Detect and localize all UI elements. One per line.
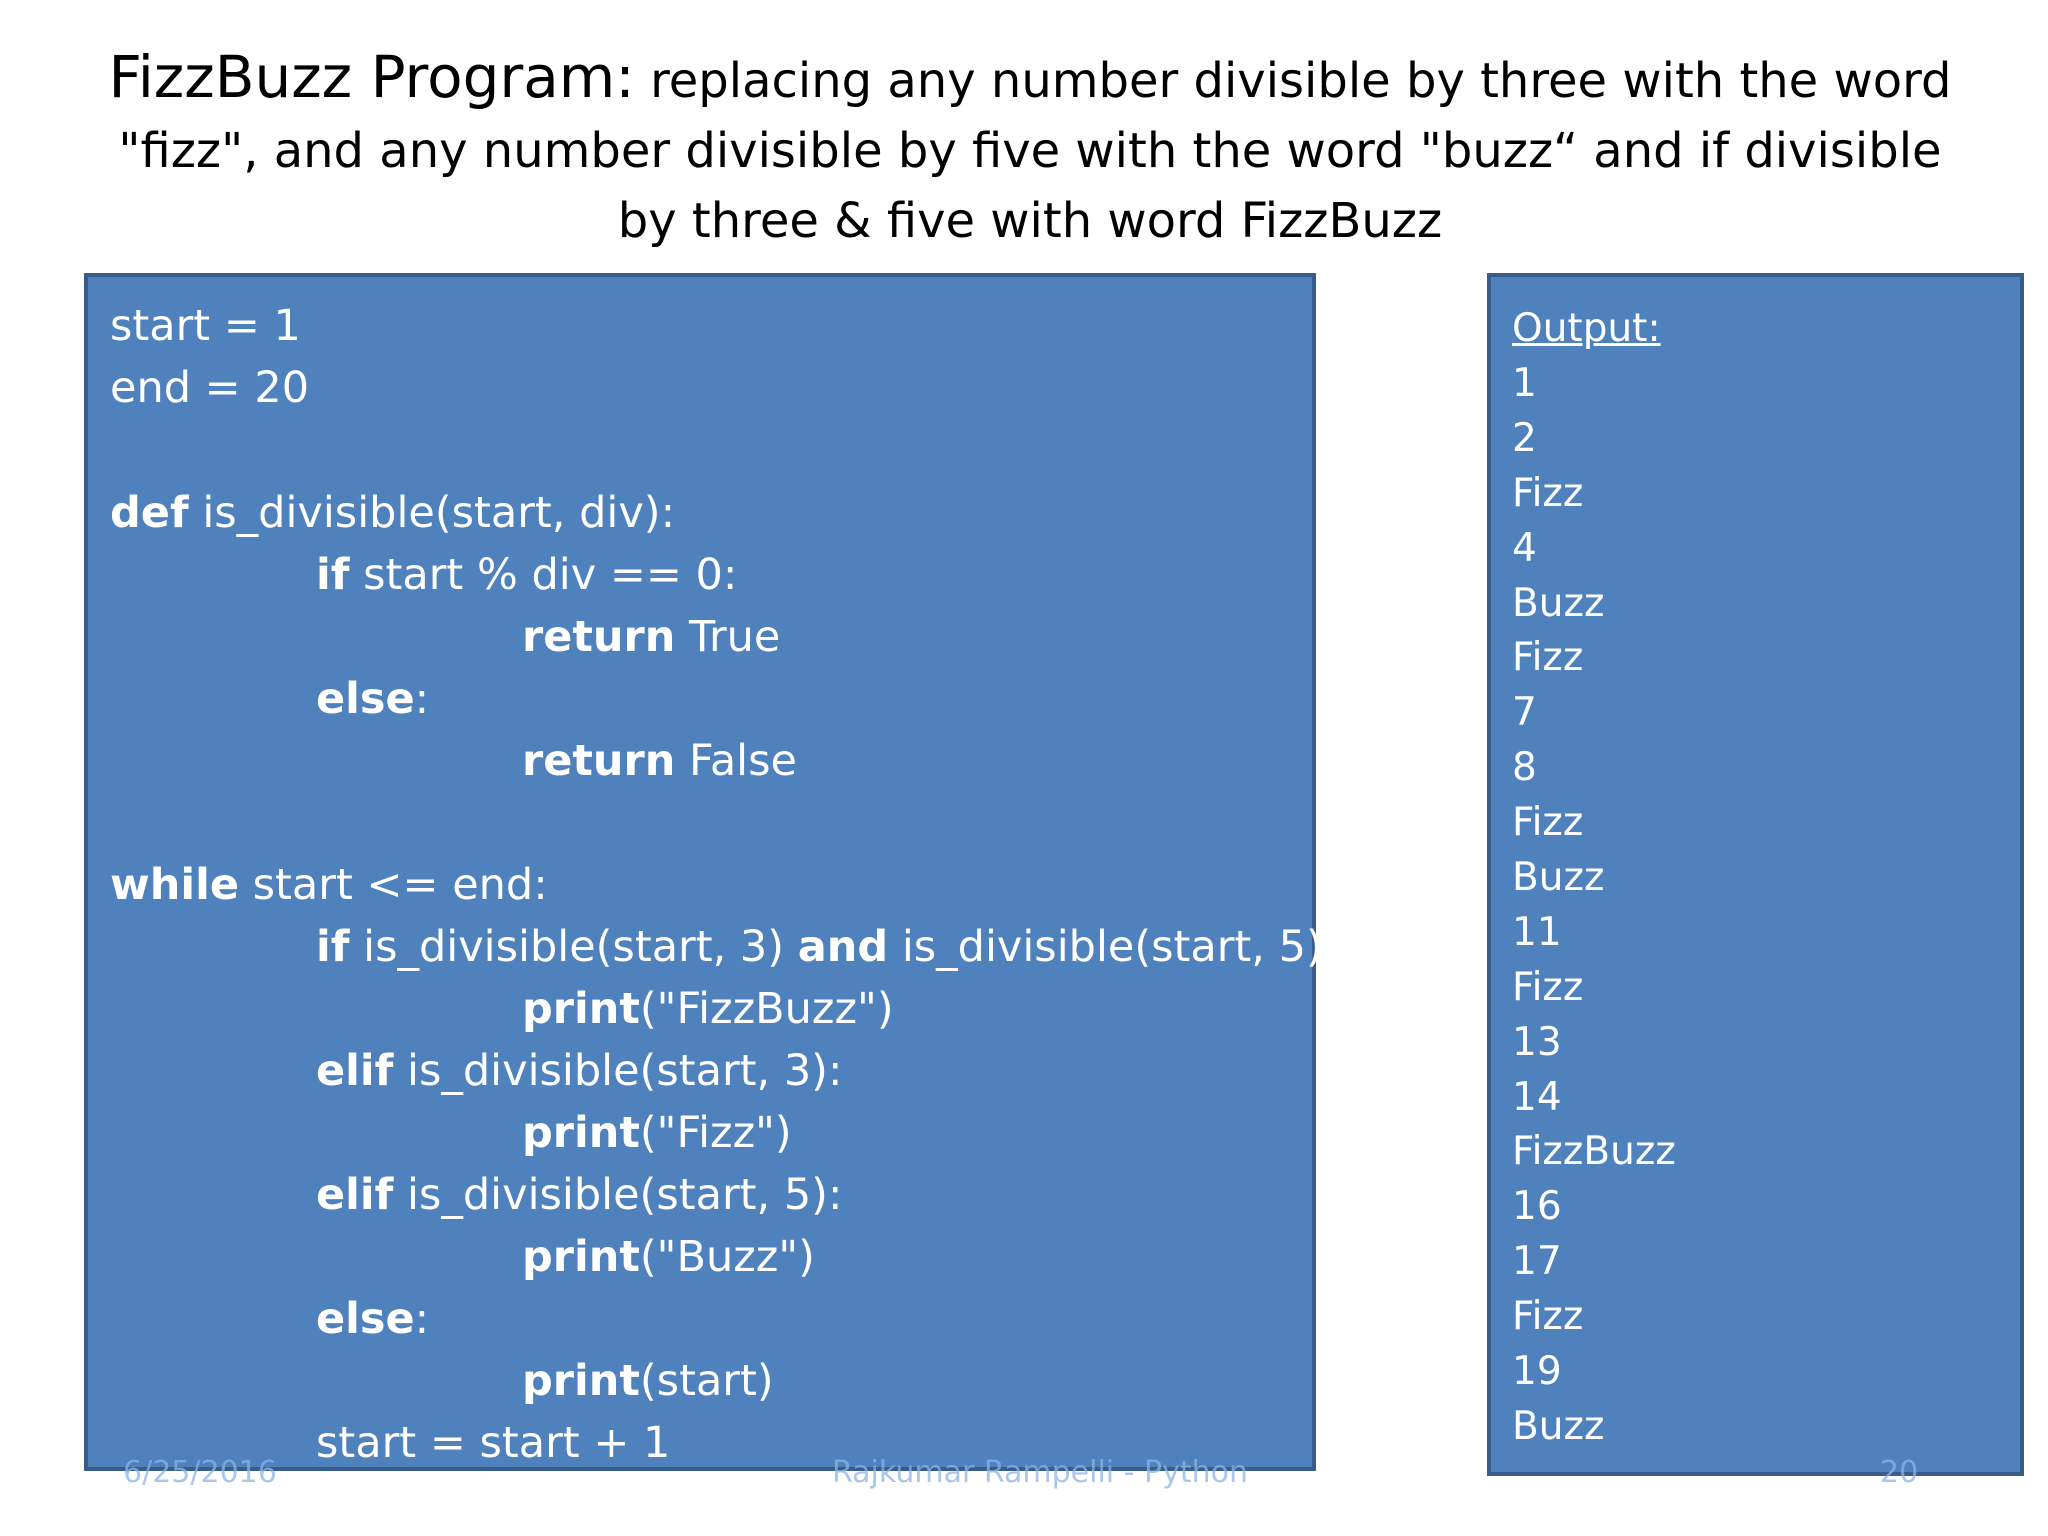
output-panel: [1487, 273, 2024, 1476]
output-line: Buzz: [1512, 1403, 1605, 1449]
code-line-9: [316, 916, 1337, 978]
code-line-10: [522, 978, 894, 1040]
output-line: 7: [1512, 690, 1537, 736]
keyword: return: [522, 736, 676, 786]
output-line: Buzz: [1512, 855, 1605, 901]
output-line: 17: [1512, 1239, 1562, 1285]
code-line-6: [316, 668, 429, 730]
code-line-3: [110, 482, 675, 544]
code-text: is_divisible(start, div):: [188, 488, 676, 538]
code-line-8: [110, 854, 548, 916]
slide-title: [90, 42, 1970, 256]
code-text: ("FizzBuzz"): [639, 984, 894, 1034]
output-line: Fizz: [1512, 964, 1584, 1010]
code-line-16: [522, 1350, 774, 1412]
output-line: Fizz: [1512, 635, 1584, 681]
code-line-5: [522, 606, 780, 668]
output-line: Fizz: [1512, 1294, 1584, 1340]
output-line: 13: [1512, 1019, 1562, 1065]
code-text: :: [414, 1294, 430, 1344]
keyword: print: [522, 1232, 640, 1282]
code-text: start <= end:: [238, 860, 548, 910]
keyword: print: [522, 984, 640, 1034]
keyword: elif: [316, 1046, 394, 1096]
footer-date: 6/25/2016: [123, 1455, 277, 1490]
footer-page-number: 20: [1880, 1455, 1919, 1490]
keyword: while: [110, 860, 239, 910]
output-line: 16: [1512, 1184, 1562, 1230]
code-text: True: [675, 612, 781, 662]
footer-author: Rajkumar Rampelli - Python: [831, 1455, 1249, 1490]
keyword: return: [522, 612, 676, 662]
code-text: is_divisible(start, 5):: [393, 1170, 843, 1220]
code-text: False: [675, 736, 797, 786]
keyword: if: [316, 922, 350, 972]
code-line-15: [316, 1288, 429, 1350]
output-line: 11: [1512, 909, 1562, 955]
code-line-2: end = 20: [110, 363, 310, 413]
output-line: Fizz: [1512, 470, 1584, 516]
output-line: 8: [1512, 745, 1537, 791]
keyword: def: [110, 488, 189, 538]
output-line: 19: [1512, 1349, 1562, 1395]
output-line: 14: [1512, 1074, 1562, 1120]
code-line-1: start = 1: [110, 301, 301, 351]
keyword: print: [522, 1108, 640, 1158]
output-line: Fizz: [1512, 800, 1584, 846]
slide-title-description: replacing any number divisible by three with the word "fizz", and any number divisible by five with the word "buzz“ and if divisible by three & five with word FizzBuzz: [118, 53, 1952, 249]
output-line: 4: [1512, 525, 1537, 571]
code-line-17: start = start + 1: [316, 1418, 671, 1468]
keyword: print: [522, 1356, 640, 1406]
code-text: is_divisible(start, 3):: [393, 1046, 843, 1096]
code-line-12: [522, 1102, 792, 1164]
code-text: (start): [639, 1356, 774, 1406]
slide-title-lead: FizzBuzz Program:: [108, 43, 635, 111]
code-text: :: [414, 674, 430, 724]
keyword: and: [797, 922, 889, 972]
code-text: ("Buzz"): [639, 1232, 815, 1282]
output-line: Buzz: [1512, 580, 1605, 626]
output-title: Output:: [1512, 306, 1661, 351]
keyword: else: [316, 674, 415, 724]
code-line-4: [316, 544, 737, 606]
keyword: else: [316, 1294, 415, 1344]
output-line: 2: [1512, 415, 1537, 461]
code-text: is_divisible(start, 3): [349, 922, 798, 972]
code-text: ("Fizz"): [639, 1108, 792, 1158]
code-panel: [84, 273, 1338, 1471]
code-line-11: [316, 1040, 842, 1102]
output-line: FizzBuzz: [1512, 1129, 1676, 1175]
code-line-7: [522, 730, 797, 792]
code-line-13: [316, 1164, 842, 1226]
code-line-14: [522, 1226, 815, 1288]
keyword: elif: [316, 1170, 394, 1220]
output-list: [1512, 357, 1676, 1455]
code-text: is_divisible(start, 5):: [888, 922, 1338, 972]
code-text: start % div == 0:: [349, 550, 738, 600]
output-line: 1: [1512, 361, 1537, 406]
keyword: if: [316, 550, 350, 600]
